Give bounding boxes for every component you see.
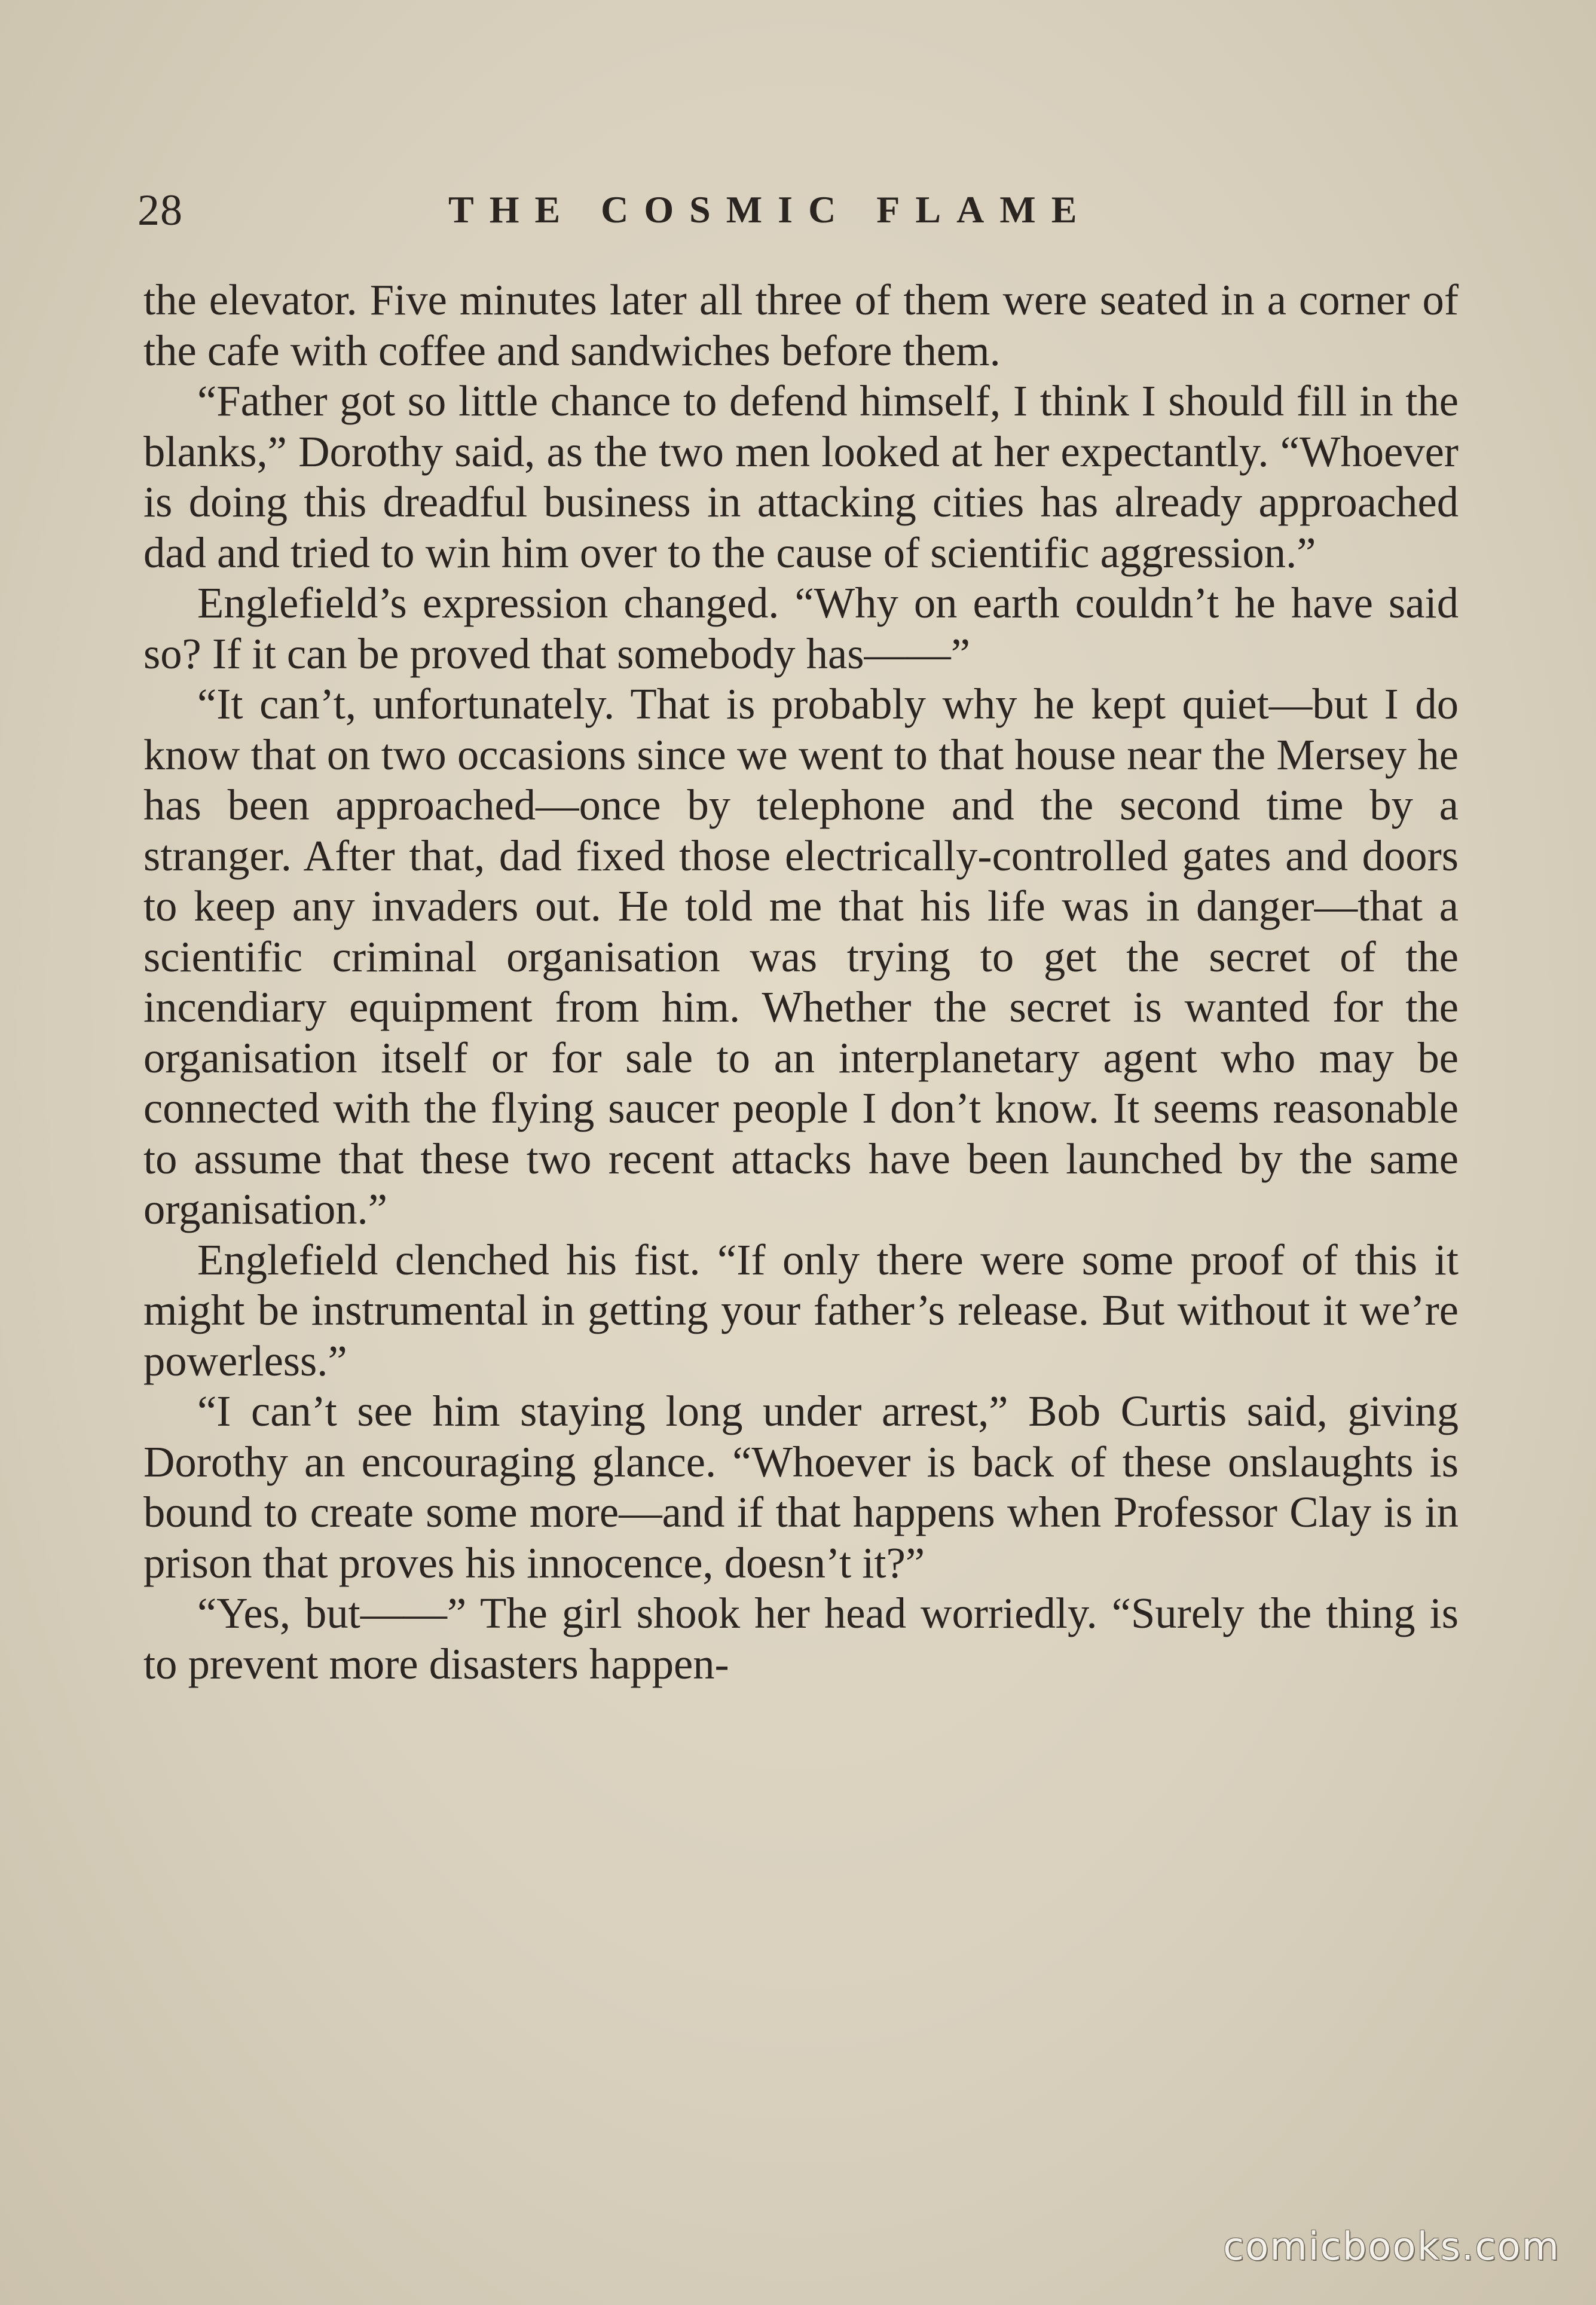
- paragraph: “I can’t see him staying long under arrest,” Bob Curtis said, giving Dorothy an encouraging glance. “Whoever is back of these onslaughts is bound to create some more—and if that happens when Professor Clay is in prison that proves his innocence, doesn’t it?”: [143, 1387, 1459, 1587]
- paragraph: “Yes, but——” The girl shook her head worriedly. “Surely the thing is to prevent more disasters happen-: [143, 1589, 1459, 1688]
- paragraph: “It can’t, unfortunately. That is probably why he kept quiet—but I do know that on two occasions since we went to that house near the Mersey he has been approached—once by telephone and the second time by a stranger. After that, dad fixed those electrically-controlled gates and doors to keep any invaders out. He told me that his life was in danger—that a scientific criminal organisation was trying to get the secret of the incendiary equipment from him. Whether the secret is wanted for the organisation itself or for sale to an interplanetary agent who may be connected with the flying saucer people I don’t know. It seems reasonable to assume that these two recent attacks have been launched by the same organisation.”: [143, 680, 1459, 1233]
- page-header: [137, 179, 1453, 245]
- paragraph: Englefield clenched his fist. “If only there were some proof of this it might be instrumental in getting your father’s release. But without it we’re powerless.”: [143, 1235, 1459, 1385]
- paragraph: Englefield’s expression changed. “Why on earth couldn’t he have said so? If it can be proved that somebody has——”: [143, 579, 1459, 678]
- page-number: 28: [137, 186, 183, 235]
- body-text: [143, 275, 1459, 2140]
- running-title: THE COSMIC FLAME: [448, 188, 1093, 231]
- paragraph: “Father got so little chance to defend himself, I think I should fill in the blanks,” Dorothy said, as the two men looked at her expectantly. “Whoever is doing this dreadful business in attacking cities has already approached dad and tried to win him over to the cause of scientific aggression.”: [143, 377, 1459, 577]
- watermark: comicbooks.com: [1222, 2225, 1560, 2269]
- paragraph: the elevator. Five minutes later all three of them were seated in a corner of the cafe with coffee and sandwiches before them.: [143, 276, 1459, 375]
